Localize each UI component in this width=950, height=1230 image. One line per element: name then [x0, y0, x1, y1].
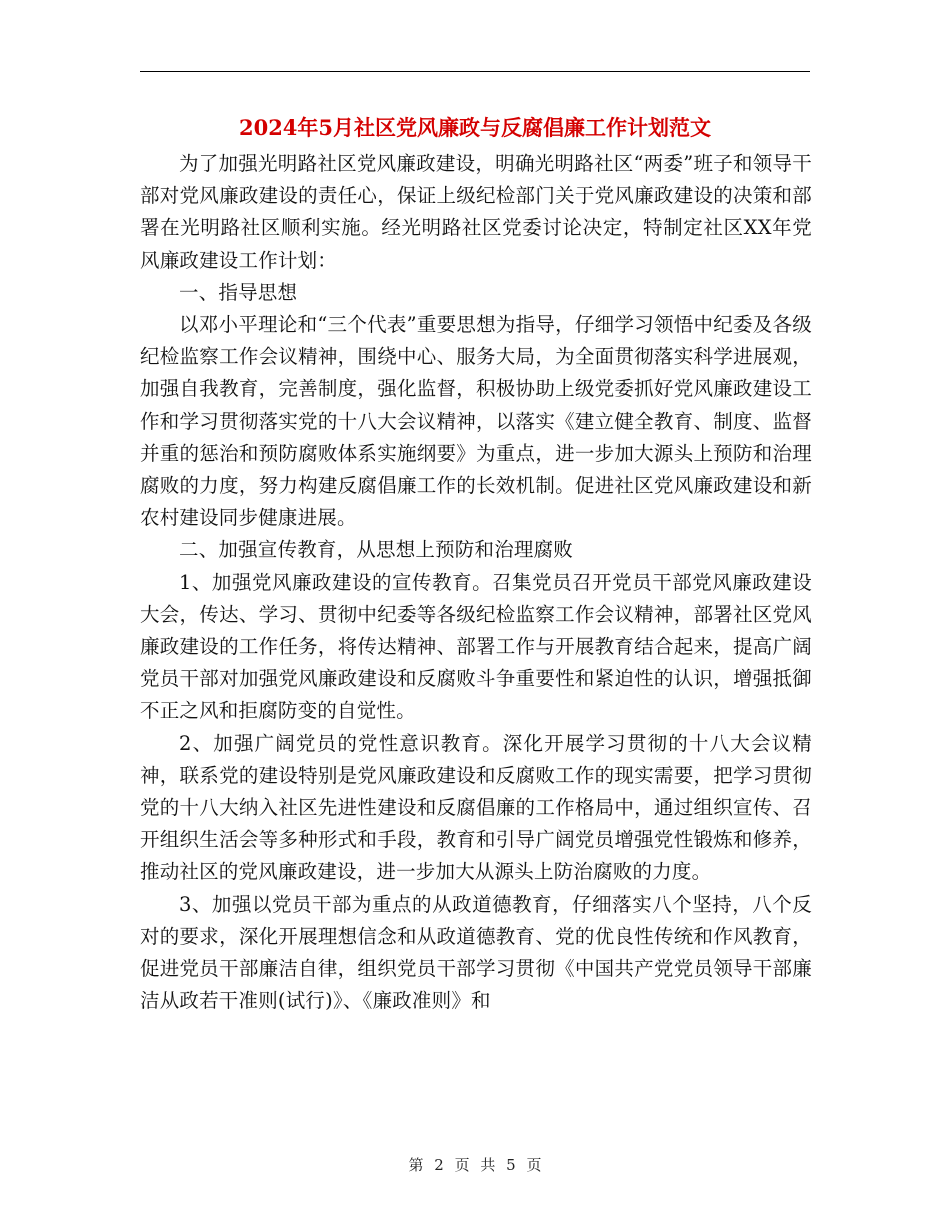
item-2-paragraph: 2、加强广阔党员的党性意识教育。深化开展学习贯彻的十八大会议精神，联系党的建设特别是党风廉政建设和反腐败工作的现实需要，把学习贯彻党的十八大纳入社区先进性建设和反腐倡廉的工作格局中，通过组织宣传、召开组织生活会等多种形式和手段，教育和引导广阔党员增强党性锻炼和修养，推动社区的党风廉政建设，进一步加大从源头上防治腐败的力度。 — [140, 731, 812, 884]
document-body — [140, 148, 812, 1017]
item-1-paragraph: 1、加强党风廉政建设的宣传教育。召集党员召开党员干部党风廉政建设大会，传达、学习、贯彻中纪委等各级纪检监察工作会议精神，部署社区党风廉政建设的工作任务，将传达精神、部署工作与开展教育结合起来，提高广阔党员干部对加强党风廉政建设和反腐败斗争重要性和紧迫性的认识，增强抵御不正之风和拒腐防变的自觉性。 — [140, 570, 812, 723]
section-1-paragraph: 以邓小平理论和“三个代表”重要思想为指导，仔细学习领悟中纪委及各级纪检监察工作会议精神，围绕中心、服务大局，为全面贯彻落实科学进展观，加强自我教育，完善制度，强化监督，积极协助上级党委抓好党风廉政建设工作和学习贯彻落实党的十八大会议精神，以落实《建立健全教育、制度、监督并重的惩治和预防腐败体系实施纲要》为重点，进一步加大源头上预防和治理腐败的力度，努力构建反腐倡廉工作的长效机制。促进社区党风廉政建设和新农村建设同步健康进展。 — [140, 313, 812, 530]
header-rule — [140, 71, 810, 72]
section-heading-2: 二、加强宣传教育，从思想上预防和治理腐败 — [179, 538, 574, 562]
page-number: 第 2 页 共 5 页 — [408, 1156, 542, 1174]
document-title: 2024年5月社区党风廉政与反腐倡廉工作计划范文 — [238, 115, 712, 140]
intro-paragraph: 为了加强光明路社区党风廉政建设，明确光明路社区“两委”班子和领导干部对党风廉政建设的责任心，保证上级纪检部门关于党风廉政建设的决策和部署在光明路社区顺利实施。经光明路社区党委讨论决定，特制定社区XX年党风廉政建设工作计划： — [140, 152, 812, 272]
item-3-paragraph: 3、加强以党员干部为重点的从政道德教育，仔细落实八个坚持，八个反对的要求，深化开展理想信念和从政道德教育、党的优良性传统和作风教育，促进党员干部廉洁自律，组织党员干部学习贯彻《中国共产党党员领导干部廉洁从政若干准则(试行)》、《廉政准则》和 — [140, 892, 812, 1013]
section-heading-1: 一、指导思想 — [179, 280, 298, 304]
